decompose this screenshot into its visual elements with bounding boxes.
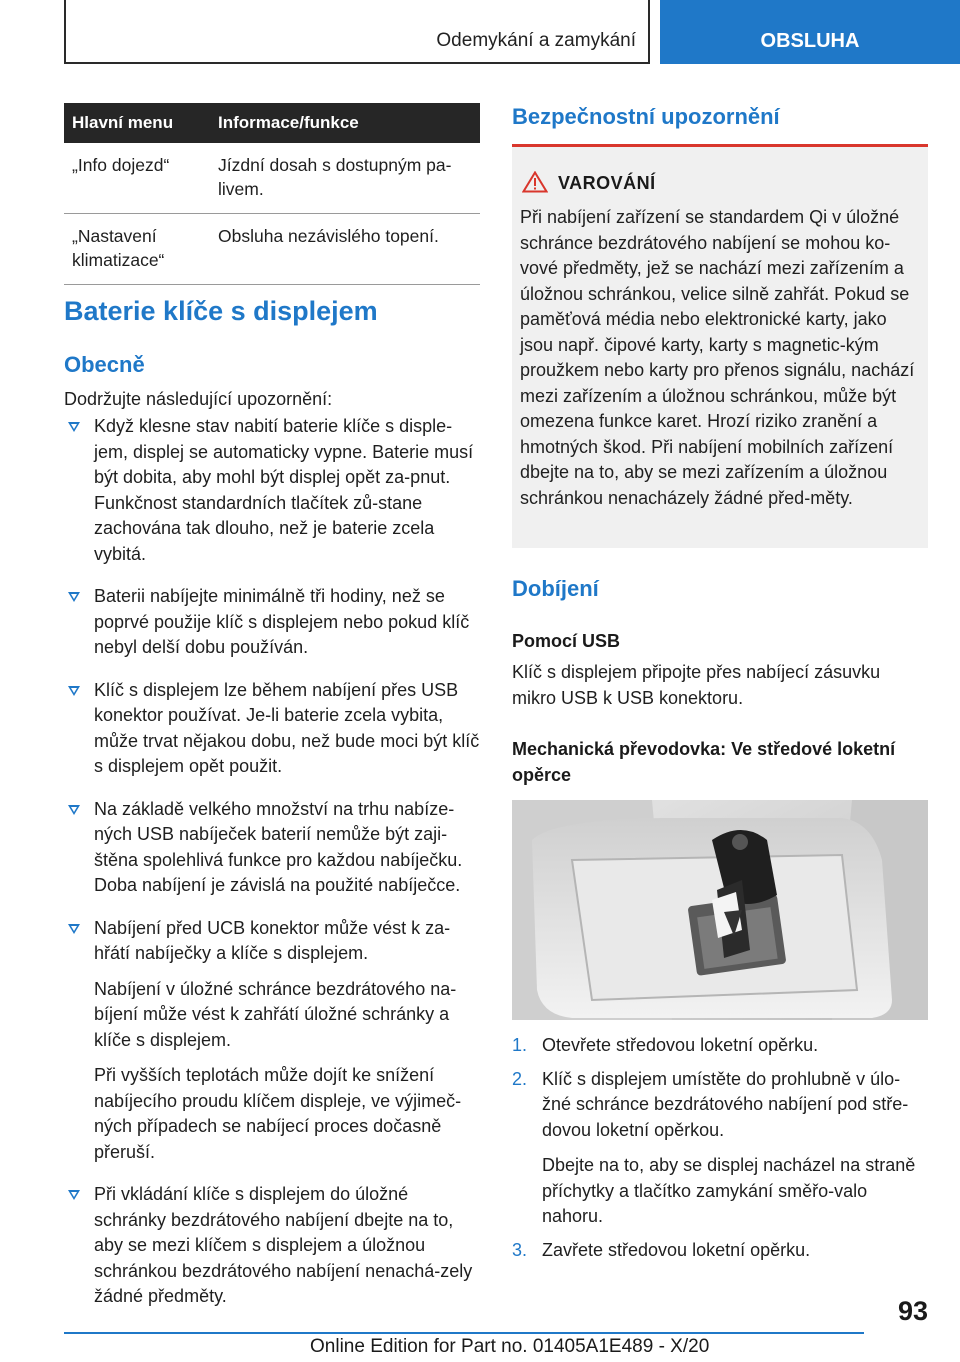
warning-triangle-icon [522,171,548,193]
section-heading-safety: Bezpečnostní upozornění [512,104,780,129]
table-header-row [64,103,480,143]
step-note: Dbejte na to, aby se displej nacházel na straně příchytky a tlačítko zamykání směřo-valo nahoru. [542,1155,916,1226]
list-item-text: Na základě velkého množství na trhu nabíze-ných USB nabíječek baterií nemůže být zaji-štěna spolehlivá funkce pro každou nabíječku. Doba nabíjení je závislá na použité nabíječce. [94,798,463,895]
table-header-menu: Hlavní menu [64,103,210,143]
armrest-illustration [512,800,928,1020]
table-cell: Jízdní dosah s dostupným pa-livem. [210,143,480,214]
triangle-bullet-icon [68,592,80,602]
table-header-info: Informace/funkce [210,103,480,143]
table-row [64,143,480,214]
table-cell: „Info dojezd“ [64,143,210,214]
subheading-general: Obecně [64,352,145,377]
triangle-bullet-icon [68,686,80,696]
footer-divider [64,1332,864,1334]
footer-edition: Online Edition for Part no. 01405A1E489 - X/20 [310,1336,710,1357]
list-item [64,1182,480,1310]
step-text: Zavřete středovou loketní opěrku. [542,1239,811,1260]
step-text: Klíč s displejem umístěte do prohlubně v úlo-žné schránce bezdrátového nabíjení pod stře-dovou loketní opěrkou. [542,1068,909,1140]
step-text: Otevřete středovou loketní opěrku. [542,1035,819,1055]
subheading-manual-gearbox: Mechanická převodovka: Ve středové loketní opěrce [512,739,896,785]
intro-text: Dodržujte následující upozornění: [64,389,333,409]
triangle-bullet-icon [68,805,80,815]
step-number: 2. [512,1068,528,1089]
list-item [512,1067,928,1230]
list-item-text: Baterii nabíjejte minimálně tři hodiny, než se poprvé použije klíč s displejem nebo pokud klíč nebyl delší dobu používán. [94,586,470,657]
bullet-list [64,414,480,1327]
section-title: Odemykání a zamykání [436,30,636,51]
warning-text: Při nabíjení zařízení se standardem Qi v úložné schránce bezdrátového nabíjení se mohou ko-vové předměty, jež se nachází mezi zařízením a úložnou schránkou, velice silně zahřát. Pokud se paměťová média nebo elektronické karty, jako jsou např. čipové karty, karty s magnetic-kým proužkem nebo karty pro přenos signálu, nachází mezi zařízením a úložnou schránkou, může být omezena funkce karet. Hrozí riziko zranění a hmotných škod. Při nabíjení mobilních zařízení dbejte na to, aby se mezi zařízením a úložnou schránkou nenacházely žádné před-měty. [520,207,915,508]
chapter-tab-label: OBSLUHA [760,30,860,52]
usb-text: Klíč s displejem připojte přes nabíjecí zásuvku mikro USB k USB konektoru. [512,662,881,708]
step-number: 1. [512,1035,528,1055]
chapter-tab [660,0,960,64]
steps-list [512,1033,928,1271]
subheading-usb: Pomocí USB [512,631,621,651]
warning-title: VAROVÁNÍ [558,173,656,193]
list-item-text: Při vkládání klíče s displejem do úložné schránky bezdrátového nabíjení dbejte na to, aby se mezi klíčem s displejem a úložnou schránkou bezdrátového nabíjení nenachá-zely žádné předměty. [94,1184,473,1306]
list-item-note: Při vyšších teplotách může dojít ke snížení nabíjecího proudu klíčem displeje, ve výjimeč-ných případech se nabíjecí proces dočasně přeruší. [94,1065,462,1162]
subheading-charging: Dobíjení [512,576,599,601]
list-item-text: Klíč s displejem lze během nabíjení přes USB konektor používat. Je-li baterie zcela vybita, může trvat nějakou dobu, než bude moci být klíč s displejem opět použit. [94,679,480,776]
list-item-note: Nabíjení v úložné schránce bezdrátového na-bíjení může vést k zahřátí úložné schránky a klíče s displejem. [94,978,457,1050]
page-number: 93 [897,1296,928,1326]
section-heading-battery: Baterie klíče s displejem [64,296,378,326]
menu-table [64,103,480,285]
step-number: 3. [512,1239,528,1260]
list-item [64,678,480,780]
list-item-text: Nabíjení před UCB konektor může vést k za-hřátí nabíječky a klíče s displejem. [94,917,451,963]
table-cell: Obsluha nezávislého topení. [210,214,480,285]
triangle-bullet-icon [68,1190,80,1200]
table-cell: „Nastavení klimatizace“ [64,214,210,285]
armrest-photo [512,800,928,1020]
triangle-bullet-icon [68,422,80,432]
list-item [64,916,480,1166]
table-row [64,214,480,285]
triangle-bullet-icon [68,924,80,934]
list-item [64,797,480,899]
list-item [512,1033,928,1059]
list-item [64,584,480,661]
header-section-box [64,0,650,64]
list-item [512,1238,928,1264]
list-item [64,414,480,567]
warning-box [512,144,928,548]
list-item-text: Když klesne stav nabití baterie klíče s disple-jem, displej se automaticky vypne. Baterie musí být dobita, aby mohl být displej opět za-pnut. Funkčnost standardních tlačítek zů-stane zachována tak dlouho, než je baterie zcela vybitá. [94,416,474,564]
